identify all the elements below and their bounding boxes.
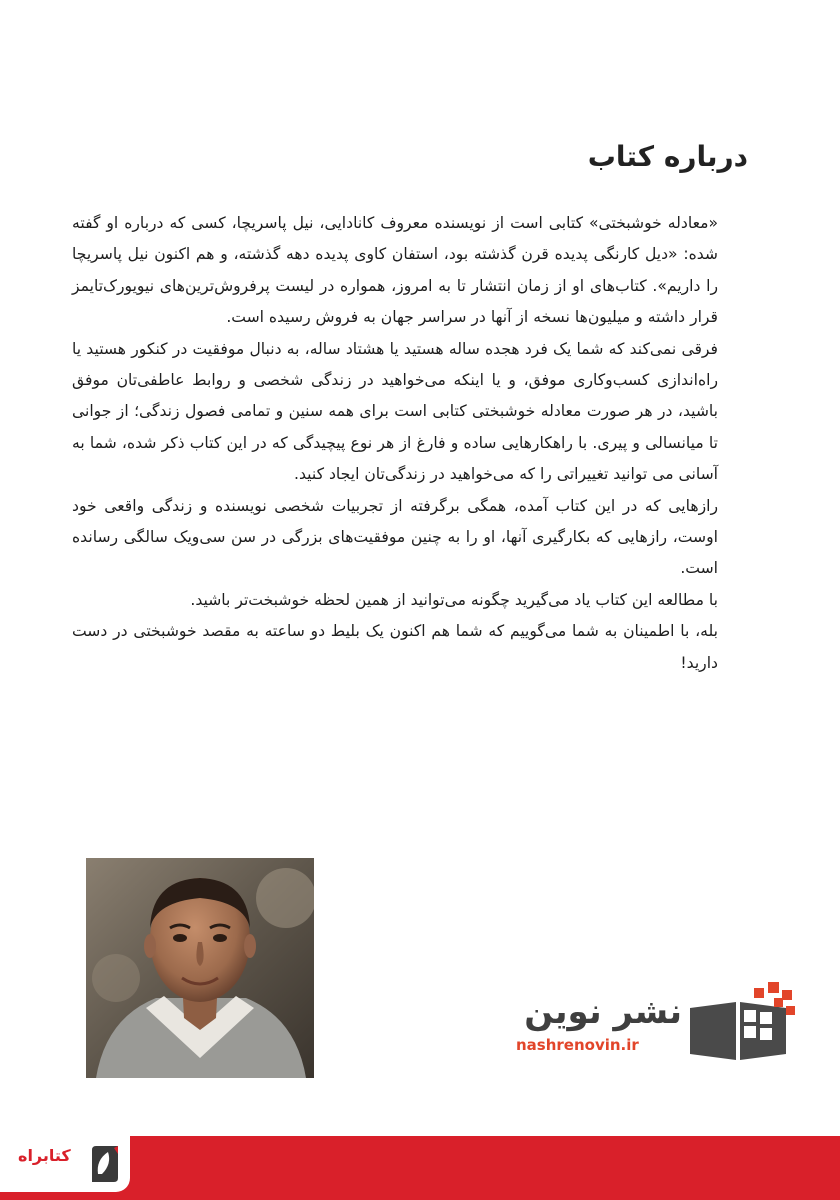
description-paragraph: فرقی نمی‌کند که شما یک فرد هجده ساله هستید یا هشتاد ساله، به دنبال موفقیت در کنکور هستید یا راه‌اندازی کسب‌وکاری موفق، و یا اینکه می‌خواهید در زندگی شخصی و روابط عاطفی‌تان موفق باشید، در هر صورت معادله خوشبختی کتابی است برای همه سنین و تمامی فصول زندگی؛ از جوانی تا میانسالی و پیری. با راهکارهایی ساده و فارغ از هر نوع پیچیدگی که در این کتاب ذکر شده، شما به آسانی می توانید تغییراتی را که می‌خواهید در زندگی‌تان ایجاد کنید. bbox=[72, 339, 718, 484]
description-paragraph: با مطالعه این کتاب یاد می‌گیرید چگونه می‌توانید از همین لحظه خوشبخت‌تر باشید. bbox=[190, 590, 718, 609]
publisher-url[interactable]: nashrenovin.ir bbox=[516, 1036, 639, 1054]
section-heading: درباره کتاب bbox=[587, 140, 748, 173]
book-description bbox=[72, 208, 718, 679]
footer-brand-name: کتابراه bbox=[18, 1146, 71, 1165]
publisher-logo bbox=[508, 980, 798, 1060]
footer-brand-badge[interactable] bbox=[0, 1136, 130, 1192]
open-book-icon bbox=[682, 980, 798, 1060]
description-paragraph: «معادله خوشبختی» کتابی است از نویسنده معروف کانادایی، نیل پاسریچا، کسی که درباره او گفته شده: «دیل کارنگی پدیده قرن گذشته بود، استفان کاوی پدیده دهه گذشته، و هم اکنون نیل پاسریچا را داریم». کتاب‌های او از زمان انتشار تا به امروز، همواره در لیست پرفروش‌ترین‌های نیویورک‌تایمز قرار داشته و میلیون‌ها نسخه از آنها در سراسر جهان به فروش رسیده است. bbox=[72, 214, 718, 327]
publisher-name: نشر نوین bbox=[524, 992, 682, 1032]
description-paragraph: رازهایی که در این کتاب آمده، همگی برگرفته از تجربیات شخصی نویسنده و زندگی واقعی خود اوست، رازهایی که بکارگیری آنها، او را به چنین موفقیت‌های بزرگی در سن سی‌ویک سالگی رسانده است. bbox=[72, 496, 718, 578]
author-photo bbox=[86, 858, 314, 1078]
description-paragraph: بله، با اطمینان به شما می‌گوییم که شما هم اکنون یک بلیط دو ساعته به مقصد خوشبختی در دست دارید! bbox=[72, 622, 718, 672]
book-leaf-icon bbox=[88, 1144, 122, 1184]
